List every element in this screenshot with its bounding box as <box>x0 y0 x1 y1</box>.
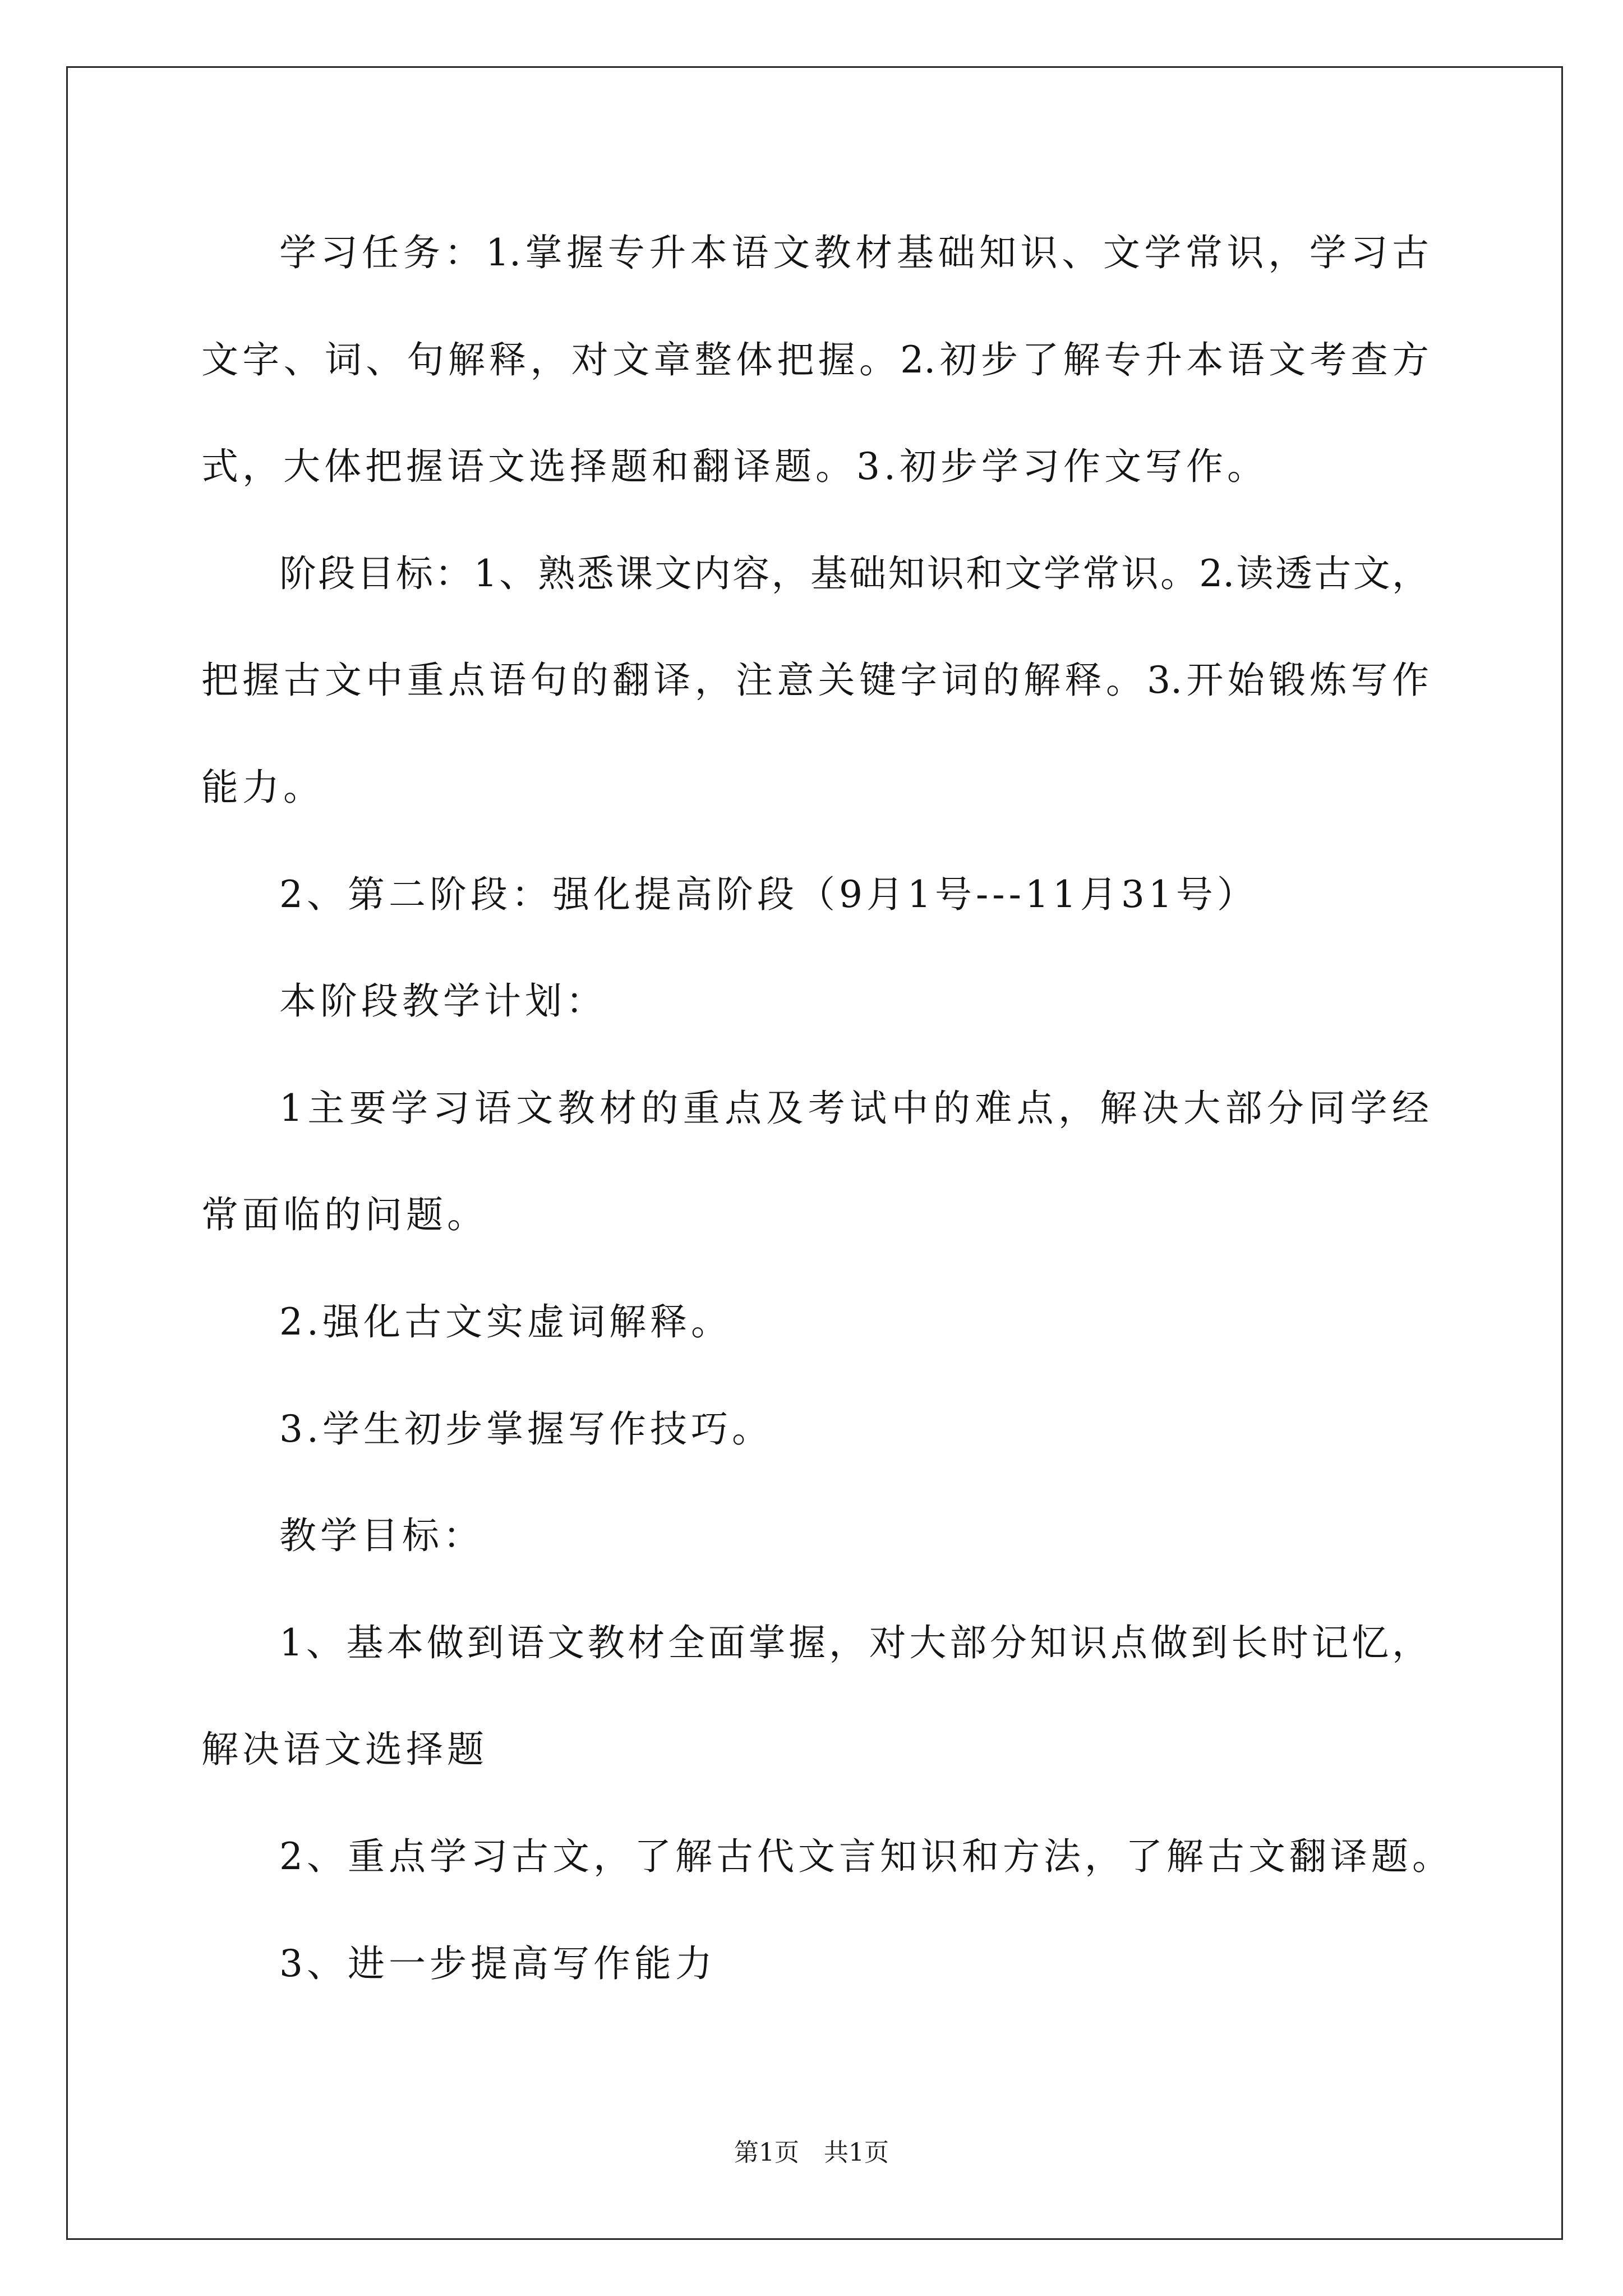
text-line: 常面临的问题。 <box>201 1193 488 1237</box>
text-line: 3.学生初步掌握写作技巧。 <box>279 1407 773 1451</box>
paragraph <box>201 200 1429 521</box>
text-line: 2、重点学习古文，了解古代文言知识和方法，了解古文翻译题。 <box>279 1834 1453 1878</box>
paragraph <box>201 948 1429 1055</box>
page-number: 第1页 共1页 <box>734 2138 889 2167</box>
text-line: 2、第二阶段：强化提高阶段（9月1号---11月31号） <box>279 872 1258 916</box>
paragraph <box>201 1590 1429 1803</box>
paragraph <box>201 1269 1429 1376</box>
text-line: 式，大体把握语文选择题和翻译题。3.初步学习作文写作。 <box>201 445 1268 489</box>
paragraph <box>201 1803 1453 1911</box>
text-line: 教学目标： <box>279 1514 484 1558</box>
text-line: 1主要学习语文教材的重点及考试中的难点，解决大部分同学经 <box>279 1086 1429 1130</box>
text-line: 文字、词、句解释，对文章整体把握。2.初步了解专升本语文考查方 <box>201 338 1429 381</box>
paragraph <box>201 521 1429 841</box>
paragraph <box>201 1376 1429 1483</box>
text-line: 阶段目标：1、熟悉课文内容，基础知识和文学常识。2.读透古文， <box>279 551 1429 595</box>
document-body <box>201 200 1453 2017</box>
text-line: 学习任务：1.掌握专升本语文教材基础知识、文学常识，学习古 <box>279 231 1429 274</box>
text-line: 1、基本做到语文教材全面掌握，对大部分知识点做到长时记忆， <box>279 1621 1429 1664</box>
paragraph <box>201 841 1429 949</box>
paragraph <box>201 1055 1429 1269</box>
paragraph <box>201 1483 1429 1590</box>
text-line: 本阶段教学计划： <box>279 979 607 1023</box>
paragraph <box>201 1911 1429 2018</box>
text-line: 3、进一步提高写作能力 <box>279 1941 716 1985</box>
text-line: 能力。 <box>201 765 324 809</box>
text-line: 2.强化古文实虚词解释。 <box>279 1300 732 1343</box>
text-line: 解决语文选择题 <box>201 1728 488 1772</box>
text-line: 把握古文中重点语句的翻译，注意关键字词的解释。3.开始锻炼写作 <box>201 659 1429 702</box>
